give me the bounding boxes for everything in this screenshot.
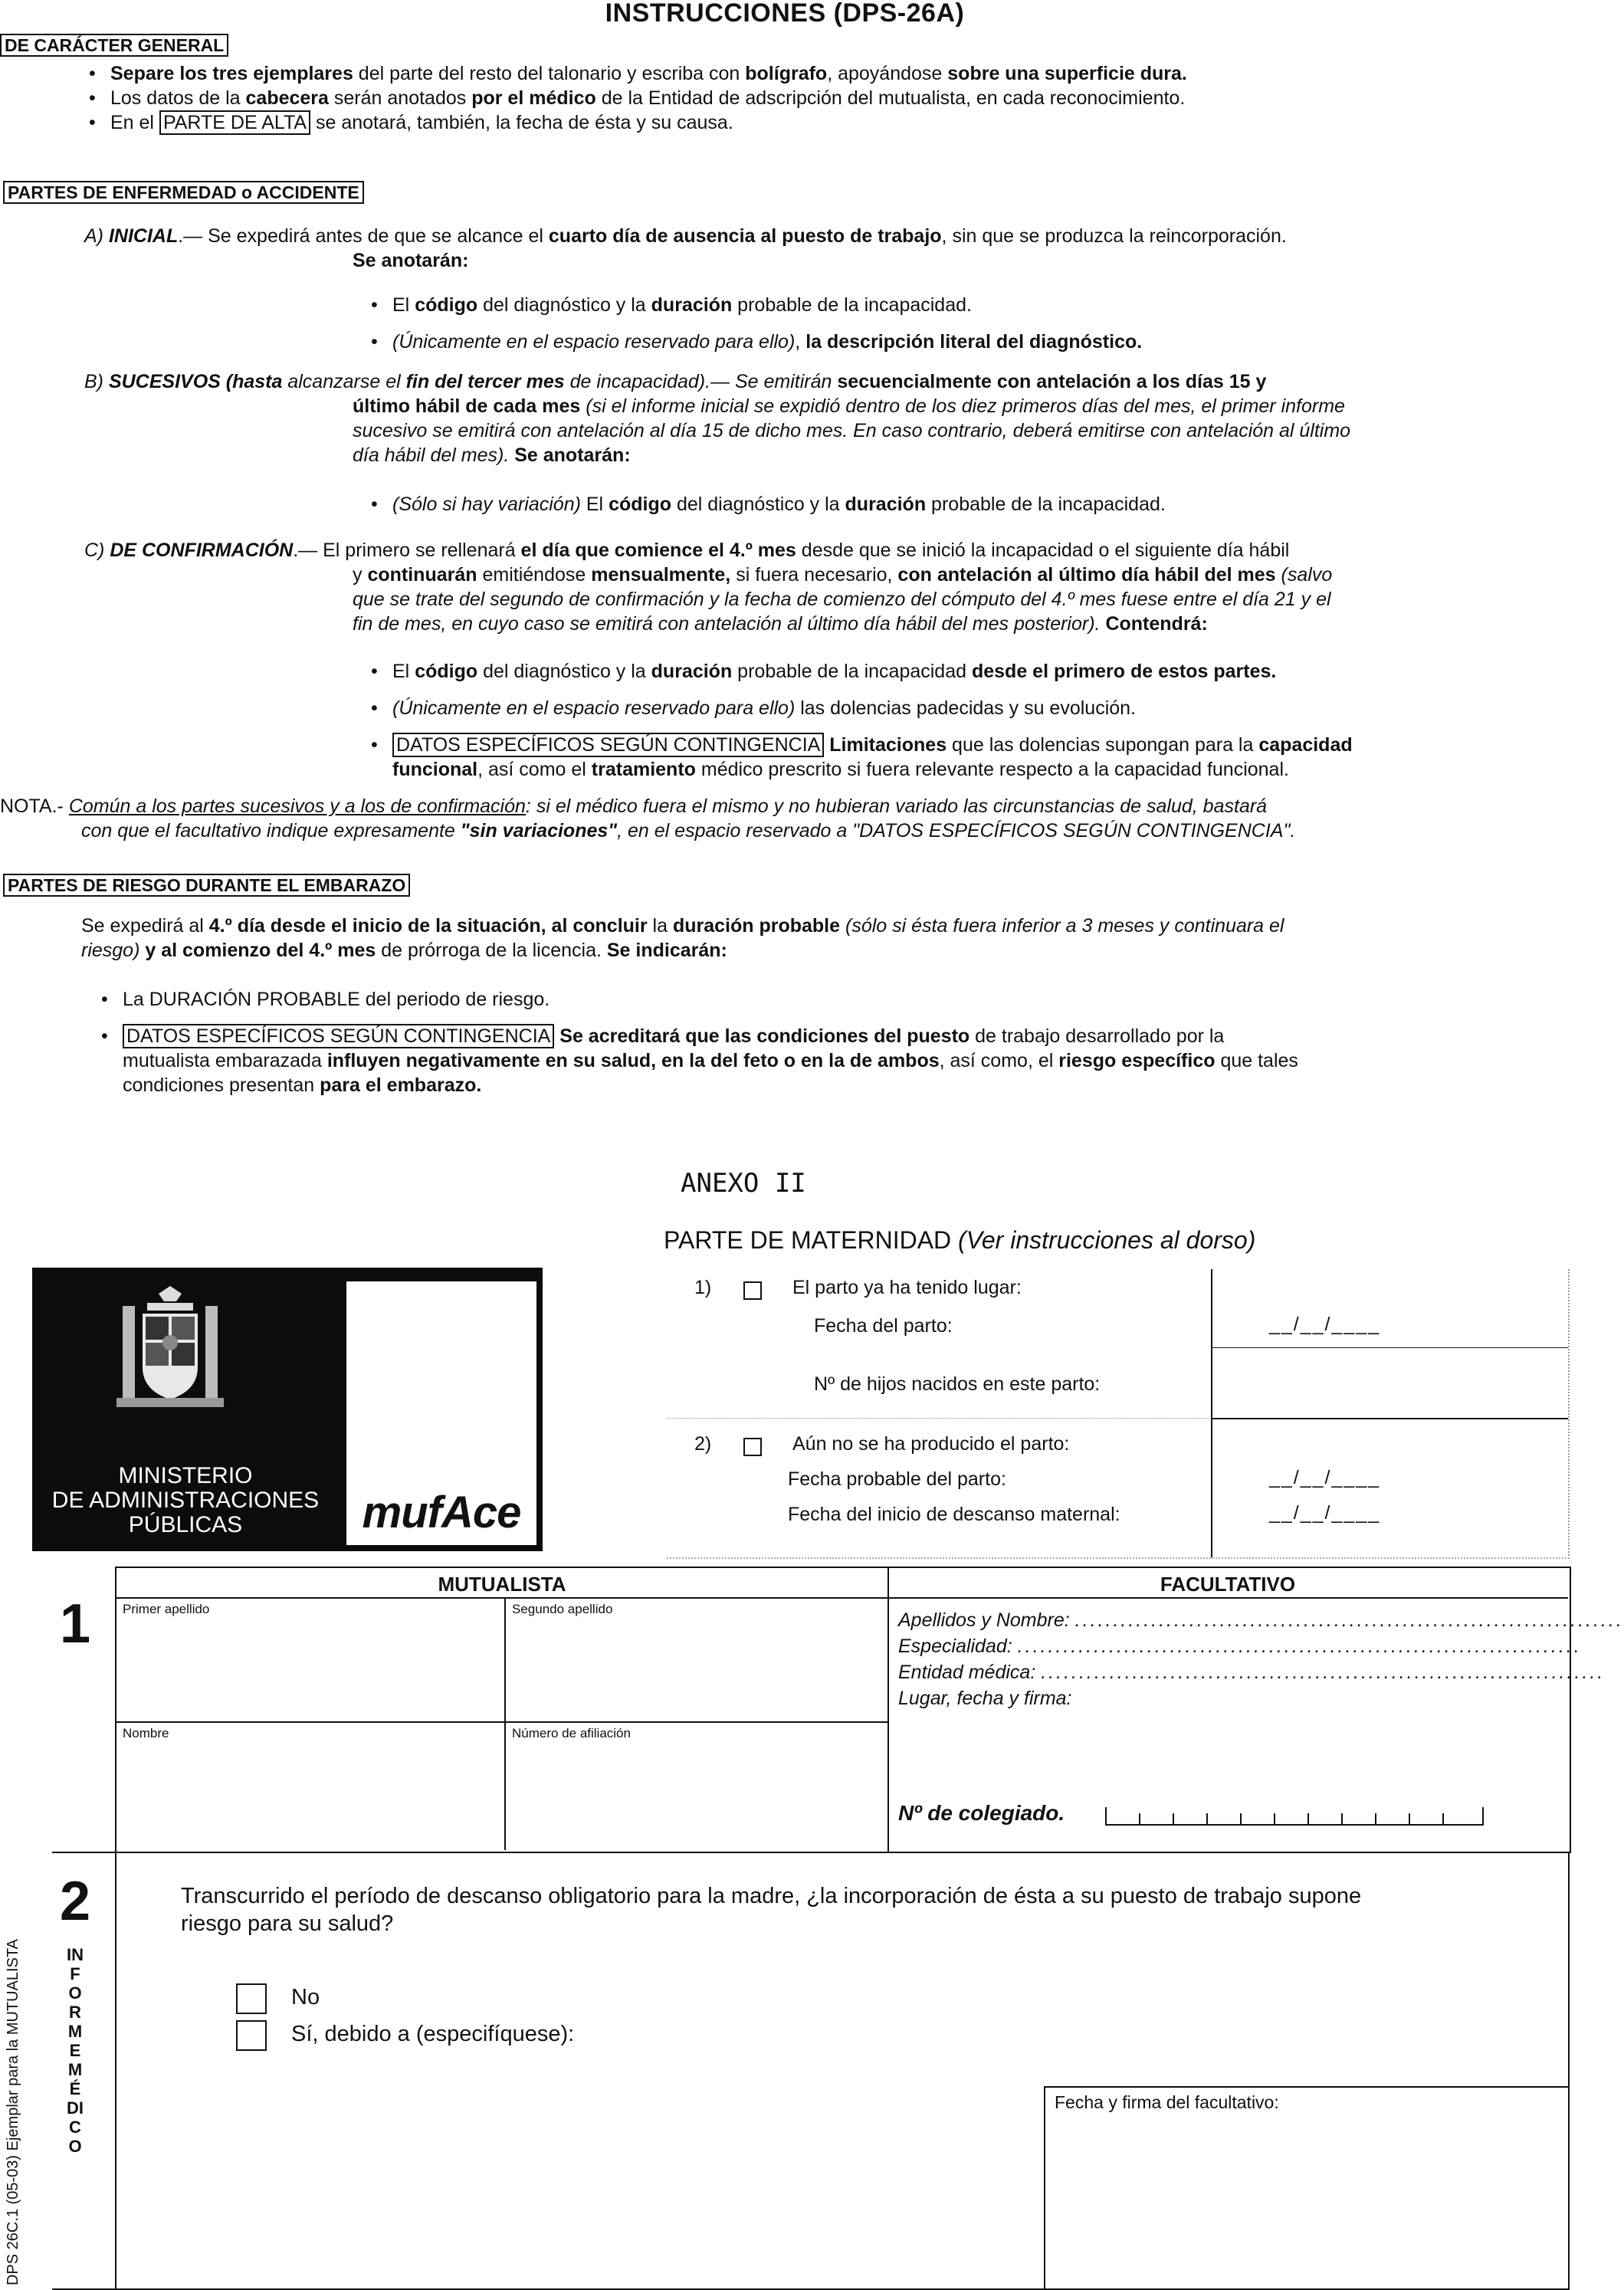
entidad-label: Entidad médica: ..........................................................................: [898, 1662, 1606, 1683]
sucesivos-line-2: último hábil de cada mes (si el informe inicial se expidió dentro de los diez primeros días del mes, el primer informe: [353, 395, 1345, 417]
fecha-probable-label: Fecha probable del parto:: [788, 1468, 1006, 1490]
fecha-probable-field[interactable]: __/__/____: [1269, 1467, 1381, 1488]
si-checkbox[interactable]: [236, 2020, 267, 2051]
fecha-firma-box: [1044, 2086, 1570, 2288]
parto-line-c: [667, 1418, 1211, 1419]
confirmacion-bullet-3-line-2: funcional, así como el tratamiento médico prescrito si fuera relevante respecto a la capacidad funcional.: [392, 759, 1289, 780]
confirmacion-bullet-3: • DATOS ESPECÍFICOS SEGÚN CONTINGENCIA Limitaciones que las dolencias supongan para la capacidad: [392, 733, 1568, 757]
parte-title: PARTE DE MATERNIDAD (Ver instrucciones al dorso): [664, 1226, 1256, 1254]
parto-ya-label: El parto ya ha tenido lugar:: [792, 1277, 1022, 1298]
primer-apellido-label: Primer apellido: [123, 1602, 210, 1616]
section-1-number: 1: [60, 1593, 91, 1655]
question-line-2: riesgo para su salud?: [181, 1911, 394, 1936]
nombre-label: Nombre: [123, 1726, 169, 1740]
sucesivos-line-4: día hábil del mes). Se anotarán:: [353, 445, 631, 466]
parto-aun-label: Aún no se ha producido el parto:: [792, 1433, 1070, 1455]
confirmacion-line-4: fin de mes, en cuyo caso se emitirá con antelación al último día hábil del mes posterior). Contendrá:: [353, 613, 1208, 635]
question-line-1: Transcurrido el período de descanso obligatorio para la madre, ¿la incorporación de ésta a su puesto de trabajo supone: [181, 1884, 1362, 1908]
lugar-label: Lugar, fecha y firma:: [898, 1688, 1072, 1709]
confirmacion-line-3: que se trate del segundo de confirmación y la fecha de comienzo del cómputo del 4.º mes fuese entre el día 21 y el: [353, 589, 1331, 610]
sucesivos-line-1: B) SUCESIVOS (hasta alcanzarse el fin del tercer mes de incapacidad).— Se emitirán secuencialmente con antelación a los días 15 y: [84, 371, 1267, 392]
section-1-sidebar: [52, 1567, 115, 1850]
section-2-number: 2: [60, 1871, 91, 1932]
confirmacion-line-1: C) DE CONFIRMACIÓN.— El primero se rellenará el día que comience el 4.º mes desde que se inició la incapacidad o el siguiente día hábil: [84, 540, 1290, 561]
page-title: INSTRUCCIONES (DPS-26A): [605, 0, 965, 28]
section-heading-embarazo: PARTES DE RIESGO DURANTE EL EMBARAZO: [3, 874, 410, 897]
embarazo-bullet-2: • DATOS ESPECÍFICOS SEGÚN CONTINGENCIA Se acreditará que las condiciones del puesto de trabajo desarrollado por la: [123, 1024, 1568, 1048]
nota-line-2: con que el facultativo indique expresamente "sin variaciones", en el espacio reservado a "DATOS ESPECÍFICOS SEGÚN CONTINGENCIA".: [81, 820, 1296, 842]
embarazo-bullet-2-line-3: condiciones presentan para el embarazo.: [123, 1074, 482, 1096]
muface-logo-panel: [346, 1281, 536, 1545]
segundo-apellido-label: Segundo apellido: [512, 1602, 613, 1616]
confirmacion-bullet-2: • (Únicamente en el espacio reservado para ello) las dolencias padecidas y su evolución.: [392, 696, 1136, 720]
parto-num-2: 2): [694, 1433, 712, 1455]
nota-line-1: NOTA.- Común a los partes sucesivos y a los de confirmación: si el médico fuera el mismo y no hubieran variado las circunstancias de salud, bastará: [0, 796, 1268, 817]
muface-logo: mufAce: [362, 1488, 521, 1537]
parto-line-a: [1211, 1347, 1568, 1348]
parto-checkbox-2[interactable]: [743, 1438, 762, 1456]
embarazo-bullet-2-line-2: mutualista embarazada influyen negativamente en su salud, en la del feto o en la de ambos, así como, el riesgo específico que tales: [123, 1050, 1298, 1071]
mutualista-heading: MUTUALISTA: [438, 1573, 566, 1596]
colegiado-field[interactable]: [1105, 1807, 1484, 1826]
facultativo-heading: FACULTATIVO: [1160, 1573, 1296, 1596]
ministerio-logo: [32, 1268, 543, 1551]
section-2-divider: [115, 1852, 116, 2288]
section-heading-general: DE CARÁCTER GENERAL: [0, 34, 228, 57]
fecha-parto-label: Fecha del parto:: [814, 1315, 953, 1337]
general-bullet-3: • En el PARTE DE ALTA se anotará, también, la fecha de ésta y su causa.: [110, 110, 733, 135]
parto-line-b: [1211, 1418, 1568, 1419]
informe-medico-vertical: INFORME MÉDICO: [67, 1945, 86, 2156]
inicial-bullet-1: • El código del diagnóstico y la duración probable de la incapacidad.: [392, 293, 972, 317]
confirmacion-line-2: y continuarán emitiéndose mensualmente, si fuera necesario, con antelación al último día hábil del mes (salvo: [353, 564, 1333, 586]
ministerio-line-2: DE ADMINISTRACIONES: [51, 1488, 320, 1513]
colegiado-label: Nº de colegiado.: [898, 1801, 1065, 1825]
sucesivos-line-3: sucesivo se emitirá con antelación al día 15 de dicho mes. En caso contrario, deberá emitirse con antelación al último: [353, 420, 1351, 441]
general-bullet-1: • Separe los tres ejemplares del parte del resto del talonario y escriba con bolígrafo, apoyándose sobre una superficie dura.: [110, 61, 1187, 86]
embarazo-paragraph-line-2: riesgo) y al comienzo del 4.º mes de prórroga de la licencia. Se indicarán:: [81, 940, 727, 961]
inicial-anotaran: Se anotarán:: [353, 250, 469, 271]
especialidad-label: Especialidad: ..........................................................................: [898, 1635, 1582, 1657]
confirmacion-bullet-1: • El código del diagnóstico y la duración probable de la incapacidad desde el primero de estos partes.: [392, 659, 1276, 684]
no-label: No: [291, 1985, 320, 2009]
embarazo-bullet-1: • La DURACIÓN PROBABLE del periodo de riesgo.: [123, 987, 550, 1012]
ministerio-line-3: PÚBLICAS: [128, 1512, 243, 1537]
parto-checkbox-1[interactable]: [743, 1281, 762, 1300]
ministerio-line-1: MINISTERIO: [118, 1463, 253, 1488]
coat-of-arms-icon: [116, 1283, 224, 1413]
mutualista-mid-line: [115, 1721, 887, 1723]
inicial-bullet-2: • (Únicamente en el espacio reservado para ello), la descripción literal del diagnóstico.: [392, 330, 1142, 354]
section-1-header-line: [115, 1597, 1568, 1599]
si-label: Sí, debido a (especifíquese):: [291, 2022, 575, 2046]
parto-num-1: 1): [694, 1277, 712, 1298]
no-checkbox[interactable]: [236, 1983, 267, 2014]
section-heading-enfermedad: PARTES DE ENFERMEDAD o ACCIDENTE: [3, 181, 364, 204]
sucesivos-bullet-1: • (Sólo si hay variación) El código del diagnóstico y la duración probable de la incapacidad.: [392, 492, 1166, 517]
hijos-label: Nº de hijos nacidos en este parto:: [814, 1373, 1101, 1395]
embarazo-paragraph-line-1: Se expedirá al 4.º día desde el inicio de la situación, al concluir la duración probable (sólo si ésta fuera inferior a 3 meses y continuara el: [81, 915, 1284, 937]
parto-divider: [1211, 1269, 1212, 1557]
mutualista-box: [115, 1567, 889, 1853]
fecha-parto-field[interactable]: __/__/____: [1269, 1314, 1381, 1335]
mutualista-divider: [504, 1597, 506, 1850]
inicial-paragraph: A) INICIAL.— Se expedirá antes de que se alcance el cuarto día de ausencia al puesto de trabajo, sin que se produzca la reincorporación.: [84, 225, 1287, 247]
fecha-inicio-label: Fecha del inicio de descanso maternal:: [788, 1504, 1120, 1525]
fecha-inicio-field[interactable]: __/__/____: [1269, 1502, 1381, 1524]
fecha-firma-label: Fecha y firma del facultativo:: [1055, 2092, 1279, 2112]
apellidos-label: Apellidos y Nombre: ........................................................................: [898, 1609, 1624, 1631]
afiliacion-label: Número de afiliación: [512, 1726, 631, 1740]
side-form-code: DPS 26C.1 (05-03) Ejemplar para la MUTUALISTA: [5, 1938, 21, 2285]
general-bullet-2: • Los datos de la cabecera serán anotados por el médico de la Entidad de adscripción del mutualista, en cada reconocimiento.: [110, 86, 1185, 110]
anexo-title: ANEXO II: [681, 1168, 806, 1199]
